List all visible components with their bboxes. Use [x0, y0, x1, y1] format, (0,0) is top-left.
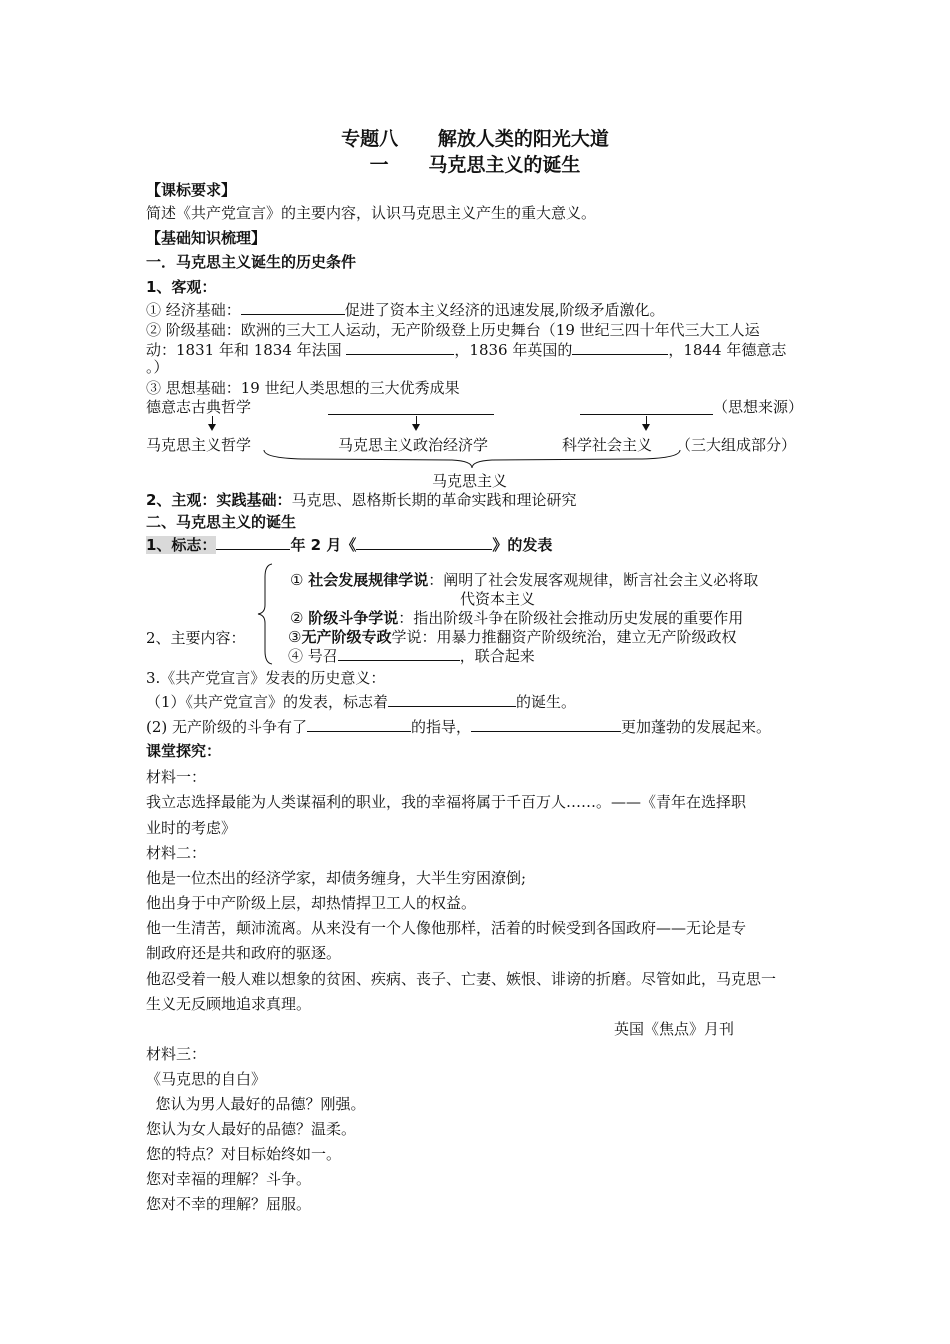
- content-item-1-text: ：阐明了社会发展客观规律，断言社会主义必将取: [428, 571, 759, 589]
- keguan-heading: 1、客观：: [146, 278, 217, 296]
- econ-pre: ① 经济基础：: [146, 301, 241, 319]
- zhuguan: [146, 490, 576, 510]
- diagram-comp-economics: 马克思主义政治经济学: [338, 436, 489, 454]
- material-2-line: 他出身于中产阶级上层，却热情捍卫工人的权益。: [146, 894, 477, 912]
- material-3-line: 您认为女人最好的品德？温柔。: [146, 1120, 357, 1138]
- biaozhi: [146, 535, 552, 555]
- content-item-3-title: 无产阶级专政: [301, 628, 392, 646]
- material-3-line: 《马克思的自白》: [146, 1070, 267, 1088]
- material-1-label: 材料一：: [146, 768, 207, 786]
- material-2-line: 他是一位杰出的经济学家，却债务缠身，大半生穷困潦倒;: [146, 869, 527, 887]
- content-label: 2、主要内容：: [146, 629, 246, 647]
- material-2-label: 材料二：: [146, 844, 207, 862]
- significance-2-post: 更加蓬勃的发展起来。: [621, 718, 772, 736]
- significance-1-blank[interactable]: [388, 692, 516, 707]
- france-blank[interactable]: [346, 340, 454, 355]
- material-3-line: 您认为男人最好的品德？刚强。: [146, 1095, 366, 1113]
- content-item-4-pre: ④ 号召: [288, 647, 338, 665]
- diagram-source-philosophy: 德意志古典哲学: [146, 398, 252, 416]
- significance-2: [146, 717, 771, 737]
- diagram-source-blank-2[interactable]: [328, 400, 494, 415]
- manifesto-blank[interactable]: [356, 535, 492, 550]
- diagram-whole: 马克思主义: [432, 472, 508, 490]
- material-2-line: 他忍受着一般人难以想象的贫困、疾病、丧子、亡妻、嫉恨、诽谤的折磨。尽管如此，马克思一: [146, 970, 777, 988]
- content-item-1-num: ①: [290, 571, 309, 589]
- content-item-2-title: 阶级斗争学说: [308, 609, 399, 627]
- significance-2-blank-2[interactable]: [471, 717, 621, 732]
- material-3-line: 您的特点？对目标始终如一。: [146, 1145, 342, 1163]
- material-3-line: 您对幸福的理解？斗争。: [146, 1170, 312, 1188]
- kebiao-text: 简述《共产党宣言》的主要内容，认识马克思主义产生的重大意义。: [146, 204, 597, 222]
- diagram-comp-note: （三大组成部分）: [676, 436, 797, 454]
- class-basis-3: 。）: [146, 358, 169, 376]
- class-basis-2: [146, 340, 786, 360]
- content-item-4-post: ，联合起来: [459, 647, 535, 665]
- material-2-source: 英国《焦点》月刊: [614, 1020, 735, 1038]
- diagram-comp-philosophy: 马克思主义哲学: [146, 436, 252, 454]
- content-item-3-num: ③: [288, 628, 302, 646]
- significance-2-blank-1[interactable]: [307, 717, 411, 732]
- part1-heading: 一．马克思主义诞生的历史条件: [146, 253, 357, 271]
- significance-1-post: 的诞生。: [516, 693, 577, 711]
- significance-1: [146, 692, 576, 712]
- class-basis-1: ② 阶级基础：欧洲的三大工人运动，无产阶级登上历史舞台（19 世纪三四十年代三大工人运: [146, 321, 760, 339]
- content-item-4: [288, 646, 535, 666]
- econ-basis: [146, 300, 665, 320]
- content-item-2-num: ②: [290, 609, 309, 627]
- content-item-3-text: 学说：用暴力推翻资产阶级统治，建立无产阶级政权: [391, 628, 737, 646]
- part2-heading: 二、马克思主义的诞生: [146, 513, 297, 531]
- content-item-1-title: 社会发展规律学说: [308, 571, 429, 589]
- econ-blank[interactable]: [241, 300, 345, 315]
- thought-basis: ③ 思想基础：19 世纪人类思想的三大优秀成果: [146, 379, 460, 397]
- content-item-1-cont: 代资本主义: [460, 590, 536, 608]
- ketang-heading: 课堂探究：: [146, 742, 222, 760]
- material-2-line: 他一生清苦，颠沛流离。从来没有一个人像他那样，活着的时候受到各国政府——无论是专: [146, 919, 747, 937]
- class-basis-2c: ，1844 年德意志: [668, 341, 787, 359]
- content-brace: [254, 563, 276, 665]
- material-3-label: 材料三：: [146, 1045, 207, 1063]
- content-item-2: [290, 608, 743, 628]
- britain-blank[interactable]: [572, 340, 668, 355]
- content-item-2-text: ：指出阶级斗争在阶级社会推动历史发展的重要作用: [398, 609, 744, 627]
- class-basis-2b: ，1836 年英国的: [454, 341, 573, 359]
- zhuguan-text: 马克思、恩格斯长期的革命实践和理论研究: [291, 491, 577, 509]
- slogan-blank[interactable]: [338, 646, 460, 661]
- significance-2-pre: (2) 无产阶级的斗争有了: [146, 718, 308, 736]
- page-subtitle: 一 马克思主义的诞生: [369, 154, 581, 176]
- class-basis-2a: 动：1831 年和 1834 年法国: [146, 341, 347, 359]
- diagram-source-blank-3[interactable]: [580, 400, 713, 415]
- significance-1-pre: （1）《共产党宣言》的发表，标志着: [146, 693, 389, 711]
- diagram-source-note: （思想来源）: [713, 398, 804, 416]
- material-3-line: 您对不幸的理解？屈服。: [146, 1195, 312, 1213]
- material-2-line: 制政府还是共和政府的驱逐。: [146, 944, 342, 962]
- section-kebiao: 【课标要求】: [146, 181, 237, 199]
- content-item-3: [288, 627, 736, 647]
- zhuguan-label: 2、主观：实践基础：: [146, 491, 292, 509]
- biaozhi-label: 1、标志：: [146, 536, 217, 554]
- diagram-comp-socialism: 科学社会主义: [562, 436, 653, 454]
- material-1-line-2: 业时的考虑》: [146, 819, 237, 837]
- econ-post: 促进了资本主义经济的迅速发展,阶级矛盾激化。: [344, 301, 665, 319]
- page-title: 专题八 解放人类的阳光大道: [341, 128, 609, 150]
- biaozhi-mid: 年 2 月《: [290, 536, 357, 554]
- diagram-brace: [262, 448, 682, 470]
- year-blank[interactable]: [216, 535, 290, 550]
- material-1-line-1: 我立志选择最能为人类谋福利的职业，我的幸福将属于千百万人……。——《青年在选择职: [146, 793, 747, 811]
- section-jichu: 【基础知识梳理】: [146, 229, 267, 247]
- significance-2-mid: 的指导，: [411, 718, 472, 736]
- material-2-line: 生义无反顾地追求真理。: [146, 995, 312, 1013]
- content-item-1: [290, 570, 758, 590]
- significance-heading: 3.《共产党宣言》发表的历史意义：: [146, 669, 386, 687]
- biaozhi-end: 》的发表: [492, 536, 553, 554]
